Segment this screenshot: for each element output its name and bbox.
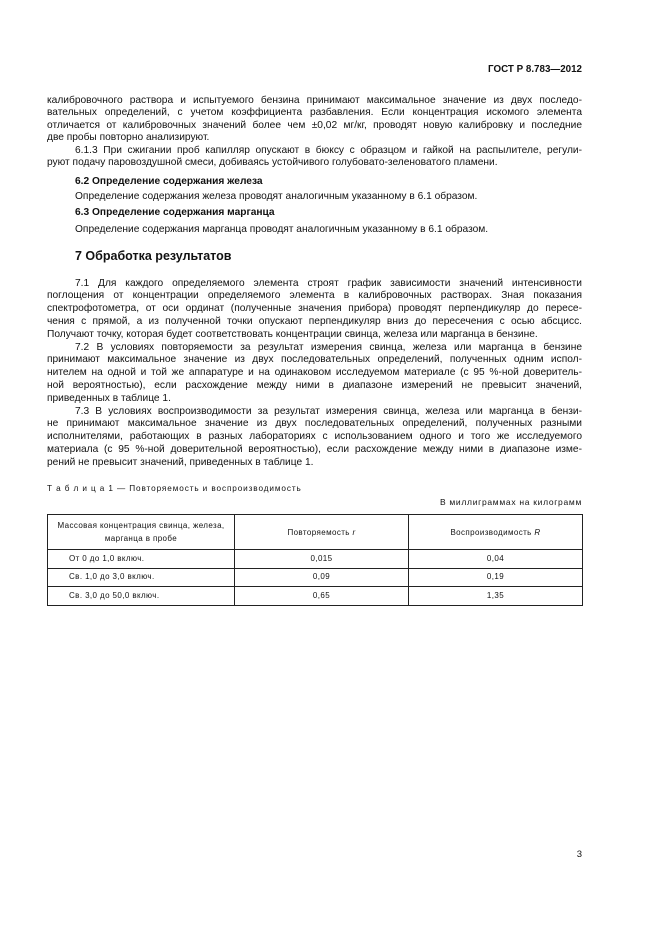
- continued-paragraph-line: две пробы повторно анализируют.: [47, 132, 210, 144]
- standard-code-header: ГОСТ Р 8.783—2012: [488, 64, 582, 75]
- clause-6-1-3-line: 6.1.3 При сжигании проб капилляр опускают в бюксу с образцом и гайкой на распылителе, регули-: [75, 144, 582, 156]
- table-header-row: [48, 515, 583, 550]
- clause-6-1-text-block: [47, 95, 582, 170]
- header-concentration-line: марганца в пробе: [104, 534, 178, 543]
- cell-repeatability: 0,015: [235, 550, 409, 569]
- page-number: 3: [576, 849, 582, 860]
- table-1: [47, 514, 583, 606]
- clause-6-1-3-line: руют подачу паровоздушной смеси, добиваясь устойчивого голубовато-зеленоватого пламени.: [47, 157, 498, 169]
- header-repeatability: [235, 515, 409, 550]
- cell-reproducibility: 0,04: [409, 550, 583, 569]
- cell-reproducibility: 1,35: [409, 587, 583, 606]
- clause-7-3-line: исполнителями, работающих в разных лабораториях с использованием одного и того же исследуемого: [47, 431, 582, 443]
- clause-6-2-heading: 6.2 Определение содержания железа: [75, 176, 263, 187]
- clause-7-2: [47, 342, 582, 406]
- table-row: [48, 568, 583, 587]
- clause-7-3-line: рений не превысит значений, приведенных в таблице 1.: [47, 456, 314, 468]
- header-reproducibility-label: Воспроизводимость: [450, 527, 532, 537]
- section-7-heading: 7 Обработка результатов: [75, 248, 232, 263]
- cell-repeatability: 0,09: [235, 568, 409, 587]
- clause-7-2-line: принимают максимальное значение из двух последовательных определений, полученных одним испол-: [47, 354, 582, 366]
- clause-7-2-line: приведенных в таблице 1.: [47, 392, 171, 404]
- table-1-caption: Т а б л и ц а 1 — Повторяемость и воспроизводимость: [47, 484, 302, 493]
- clause-7-1-line: поглощения от концентрации определяемого элемента в калибровочных растворах. Зная показания: [47, 290, 582, 302]
- clause-7-1: [47, 278, 582, 342]
- clause-6-3-text: Определение содержания марганца проводят аналогичным указанному в 6.1 образом.: [75, 224, 489, 235]
- clause-6-1-3: [47, 145, 582, 170]
- table-row: [48, 587, 583, 606]
- clause-7-2-line: 7.2 В условиях повторяемости за результат измерения свинца, железа или марганца в бензине: [75, 341, 582, 353]
- continued-paragraph-line: вательных определений, с учетом коэффициента разбавления. Если концентрация искомого элемента: [47, 107, 582, 119]
- section-7-body: [47, 278, 582, 470]
- clause-7-3-line: 7.3 В условиях воспроизводимости за результат измерения свинца, железа или марганца в бензи-: [75, 405, 582, 417]
- table-1-units: В миллиграммах на килограмм: [439, 497, 582, 507]
- clause-7-3-line: не принимают максимальное значение из двух последовательных определений, полученных разными: [47, 418, 582, 430]
- cell-range: Св. 1,0 до 3,0 включ.: [48, 568, 235, 587]
- header-concentration: [48, 515, 235, 550]
- clause-7-1-line: 7.1 Для каждого определяемого элемента строят график зависимости значений интенсивности: [75, 277, 582, 289]
- clause-7-2-line: ной вероятностью), если расхождение между ними в диапазоне измерений не превысит значений,: [47, 379, 582, 391]
- cell-repeatability: 0,65: [235, 587, 409, 606]
- clause-6-2-text: Определение содержания железа проводят аналогичным указанному в 6.1 образом.: [75, 191, 478, 202]
- continued-paragraph: [47, 95, 582, 145]
- clause-7-1-line: спектрофотометра, от оси ординат (полученные значения прибора) проводят перпендикуляр до пересе-: [47, 303, 582, 315]
- header-reproducibility: [409, 515, 583, 550]
- header-repeatability-label: Повторяемость: [287, 527, 350, 537]
- cell-reproducibility: 0,19: [409, 568, 583, 587]
- header-repeatability-symbol: r: [352, 527, 356, 537]
- cell-range: От 0 до 1,0 включ.: [48, 550, 235, 569]
- header-reproducibility-symbol: R: [534, 527, 541, 537]
- clause-7-1-line: чения с прямой, а из полученной точки опускают перпендикуляр вниз до пересечения с осью абсцисс.: [47, 315, 582, 327]
- clause-7-2-line: нителем на одной и той же аппаратуре и на одинаковом исследуемом материале (с 95 %-ной доверитель-: [47, 367, 582, 379]
- cell-range: Св. 3,0 до 50,0 включ.: [48, 587, 235, 606]
- continued-paragraph-line: отличается от калибровочных значений более чем ±0,02 мг/кг, проводят новую калибровку и последние: [47, 119, 582, 131]
- continued-paragraph-line: калибровочного раствора и испытуемого бензина принимают максимальное значение из двух последо-: [47, 95, 582, 106]
- clause-6-3-heading: 6.3 Определение содержания марганца: [75, 207, 275, 218]
- clause-7-3: [47, 406, 582, 470]
- clause-7-3-line: материала (с 95 %-ной доверительной вероятностью), если расхождение между ними в диапазоне изме-: [47, 443, 582, 455]
- header-concentration-line: Массовая концентрация свинца, железа,: [57, 521, 225, 530]
- clause-7-1-line: Получают точку, которая будет соответствовать концентрации свинца, железа или марганца в бензине.: [47, 328, 538, 340]
- table-row: [48, 550, 583, 569]
